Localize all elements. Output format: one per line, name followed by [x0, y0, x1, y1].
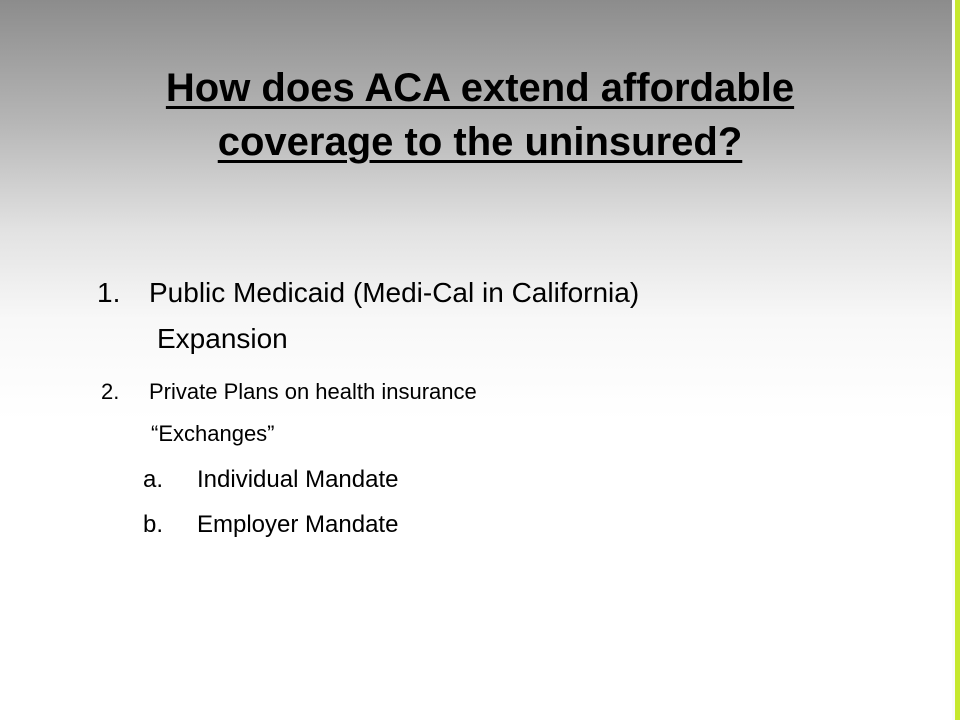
sub-item-b-text: Employer Mandate — [197, 511, 399, 538]
sub-item-b-letter: b. — [143, 511, 164, 538]
list-item-2 — [101, 371, 477, 455]
slide-title-line-2: coverage to the uninsured? — [217, 119, 743, 164]
list-item-2-number: 2. — [101, 379, 120, 404]
list-item-2-continuation: “Exchanges” — [151, 421, 275, 446]
list-item-2-text: Private Plans on health insurance — [149, 379, 477, 404]
slide-title — [0, 61, 960, 169]
slide-title-line-1: How does ACA extend affordable — [165, 65, 795, 110]
list-item-1-continuation: Expansion — [157, 323, 288, 354]
sub-item-b — [143, 510, 398, 540]
sub-item-a — [143, 465, 398, 495]
list-item-1-number: 1. — [97, 277, 121, 308]
list-item-1-text: Public Medicaid (Medi-Cal in California) — [149, 277, 640, 308]
sub-item-a-text: Individual Mandate — [197, 466, 399, 493]
list-item-1 — [97, 270, 639, 362]
sub-item-a-letter: a. — [143, 466, 164, 493]
